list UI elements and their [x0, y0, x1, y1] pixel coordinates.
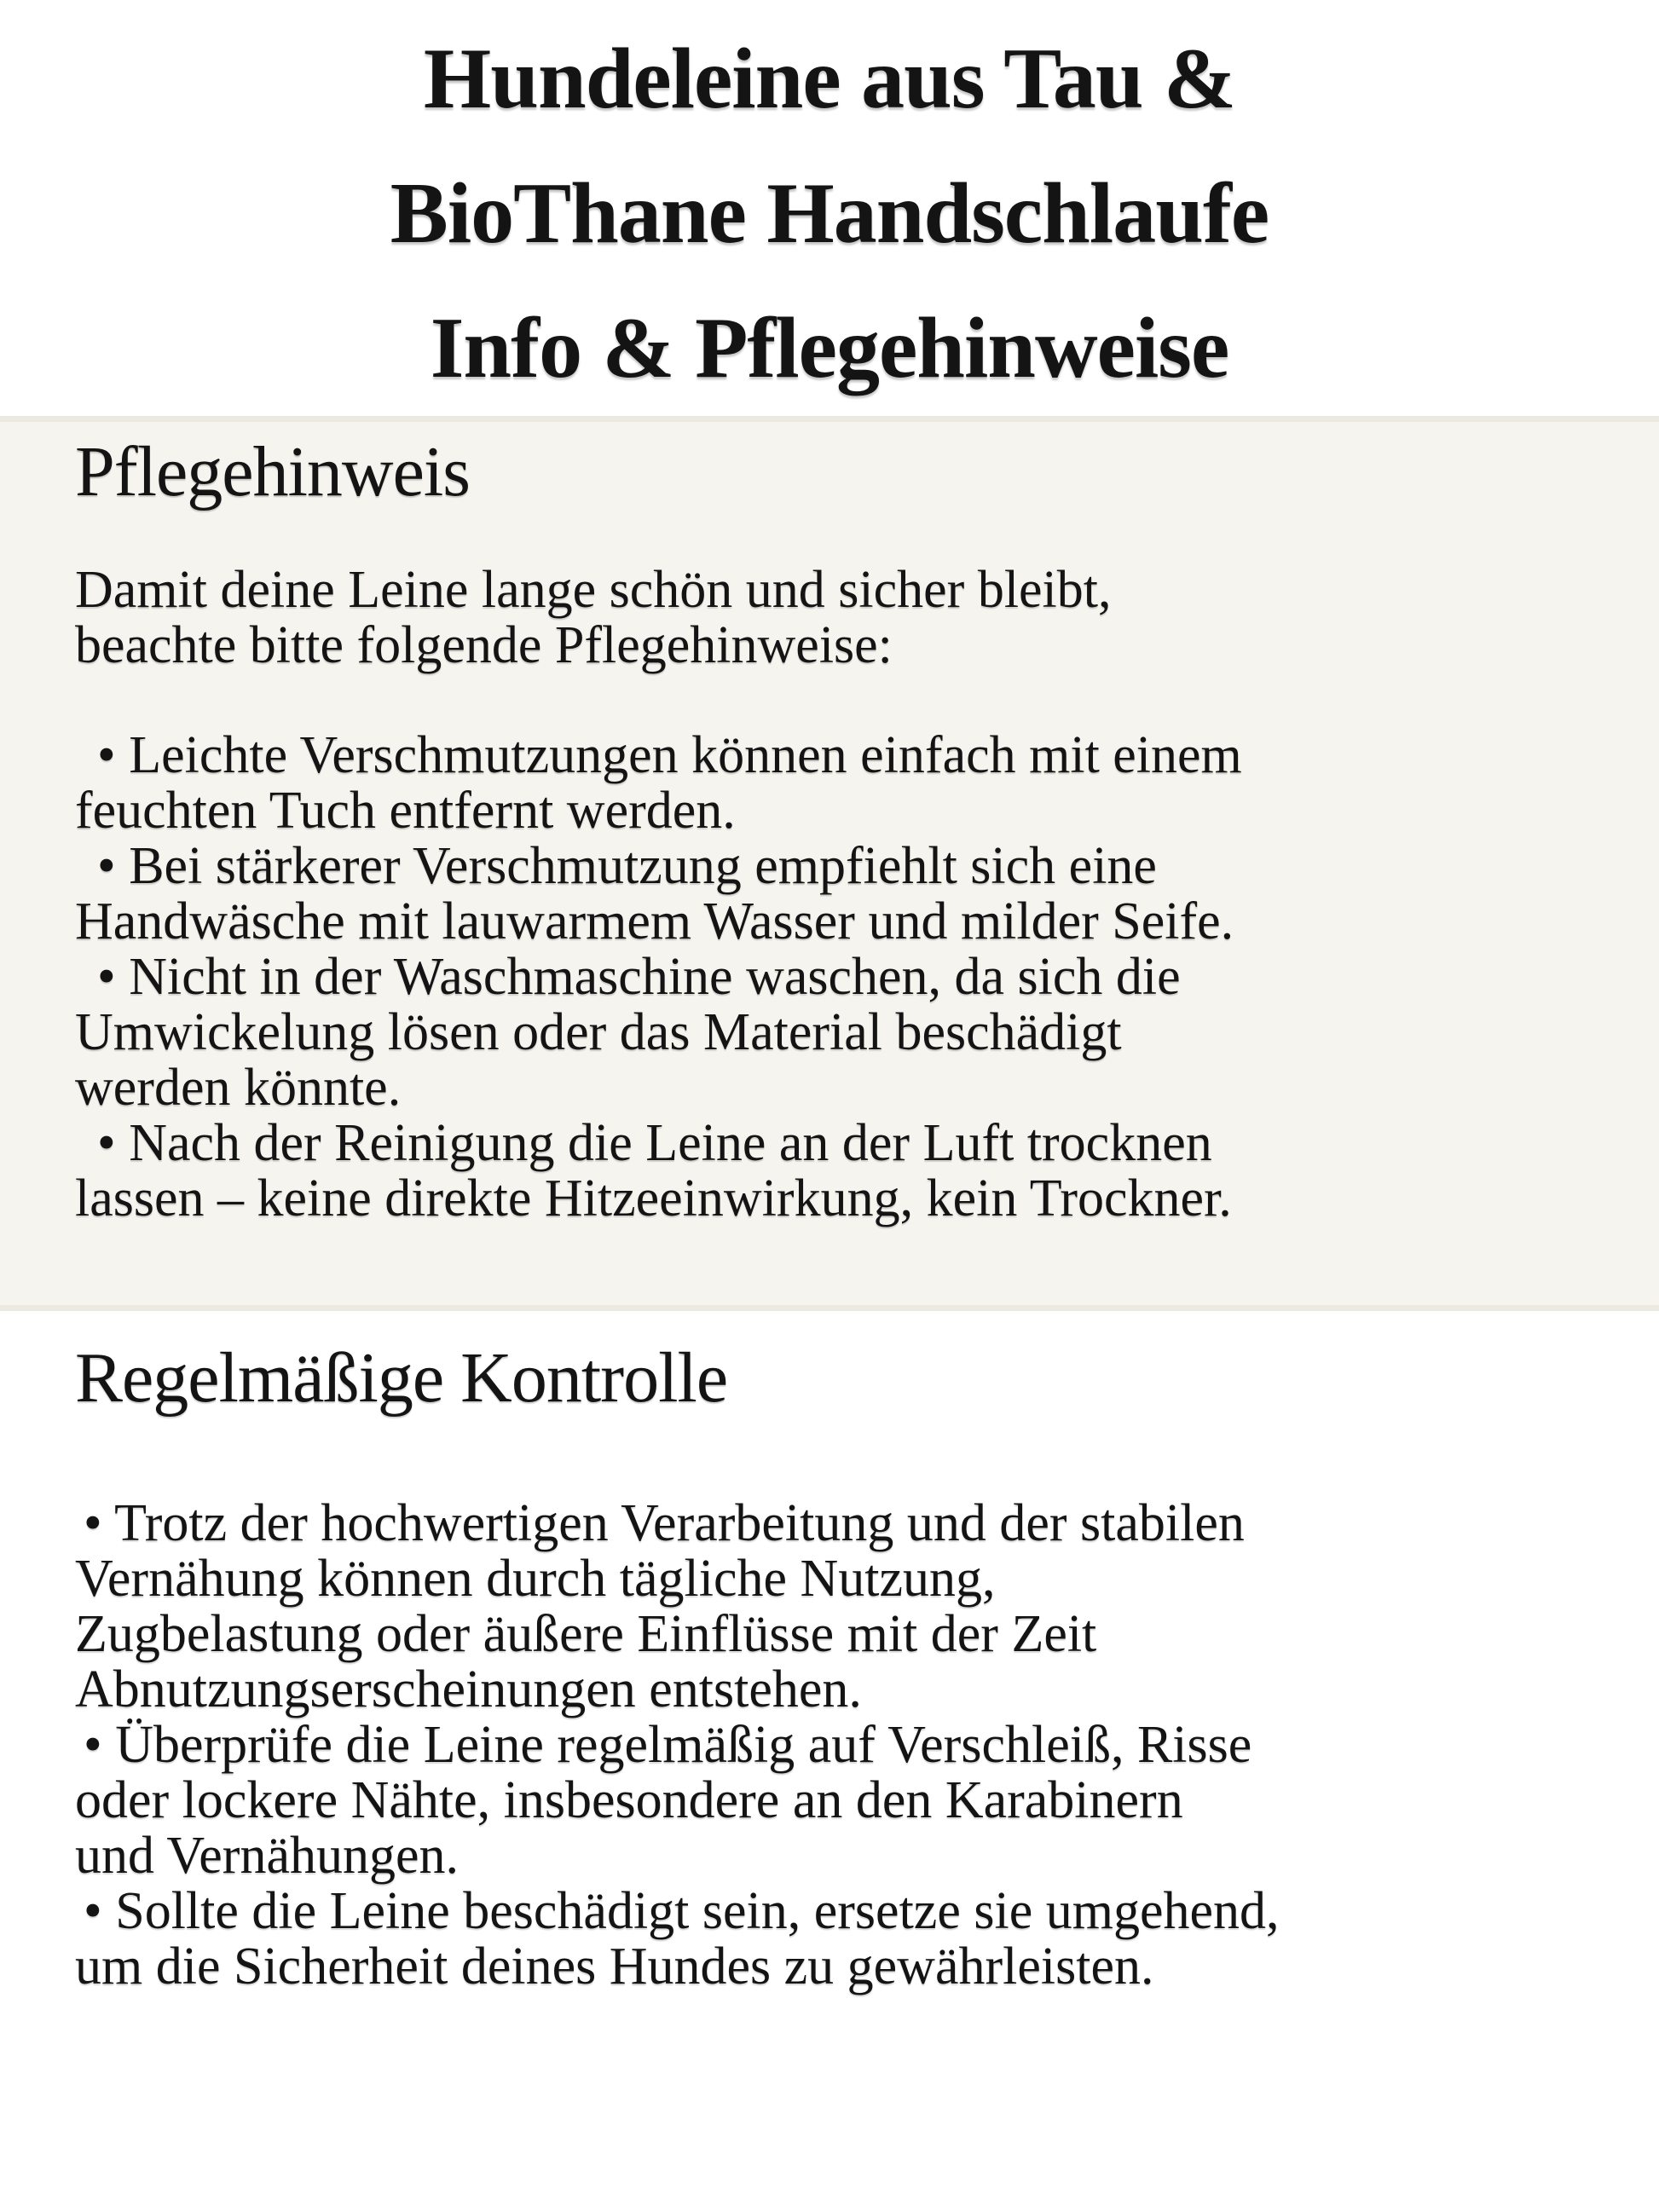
control-bullet-list	[75, 1496, 1584, 1995]
document-title	[0, 0, 1659, 416]
text-line: Handwäsche mit lauwarmem Wasser und milder Seife.	[75, 892, 1234, 951]
text-line: • Überprüfe die Leine regelmäßig auf Verschleiß, Risse	[84, 1716, 1252, 1775]
bullet-item	[75, 950, 1584, 1116]
bullet-item	[75, 1884, 1584, 1995]
text-line: Abnutzungserscheinungen entstehen.	[75, 1660, 862, 1719]
text-line: • Nach der Reinigung die Leine an der Luft trocknen	[97, 1114, 1212, 1173]
text-line: Zugbelastung oder äußere Einflüsse mit der Zeit	[75, 1605, 1097, 1664]
care-intro-paragraph	[75, 563, 1584, 673]
care-bullet-list	[75, 728, 1584, 1227]
bullet-item	[75, 839, 1584, 950]
text-line: • Sollte die Leine beschädigt sein, ersetze sie umgehend,	[84, 1882, 1280, 1941]
text-line: • Nicht in der Waschmaschine waschen, da sich die	[97, 948, 1181, 1007]
text-line: um die Sicherheit deines Hundes zu gewährleisten.	[75, 1938, 1154, 1996]
text-line: feuchten Tuch entfernt werden.	[75, 782, 736, 840]
text-line: Vernähung können durch tägliche Nutzung,	[75, 1550, 996, 1608]
title-line: Info & Pflegehinweise	[430, 300, 1229, 396]
intro-line: Damit deine Leine lange schön und sicher bleibt,	[75, 561, 1112, 620]
title-line: Hundeleine aus Tau &	[423, 31, 1236, 127]
care-section-heading: Pflegehinweis	[75, 432, 470, 511]
bullet-item	[75, 728, 1584, 839]
intro-line: beachte bitte folgende Pflegehinweise:	[75, 616, 893, 675]
control-section-heading: Regelmäßige Kontrolle	[75, 1338, 728, 1418]
bullet-item	[75, 1116, 1584, 1227]
text-line: lassen – keine direkte Hitzeeinwirkung, kein Trockner.	[75, 1170, 1232, 1228]
text-line: oder lockere Nähte, insbesondere an den Karabinern	[75, 1771, 1183, 1830]
text-line: • Trotz der hochwertigen Verarbeitung und der stabilen	[84, 1494, 1245, 1553]
title-line: BioThane Handschlaufe	[390, 165, 1269, 262]
text-line: werden könnte.	[75, 1059, 402, 1118]
text-line: • Leichte Verschmutzungen können einfach mit einem	[97, 726, 1242, 785]
control-section	[0, 1311, 1659, 1995]
bullet-item	[75, 1718, 1584, 1884]
text-line: • Bei stärkerer Verschmutzung empfiehlt sich eine	[97, 837, 1157, 896]
text-line: und Vernähungen.	[75, 1827, 459, 1886]
care-section	[0, 416, 1659, 1311]
text-line: Umwickelung lösen oder das Material beschädigt	[75, 1003, 1122, 1062]
bullet-item	[75, 1496, 1584, 1718]
